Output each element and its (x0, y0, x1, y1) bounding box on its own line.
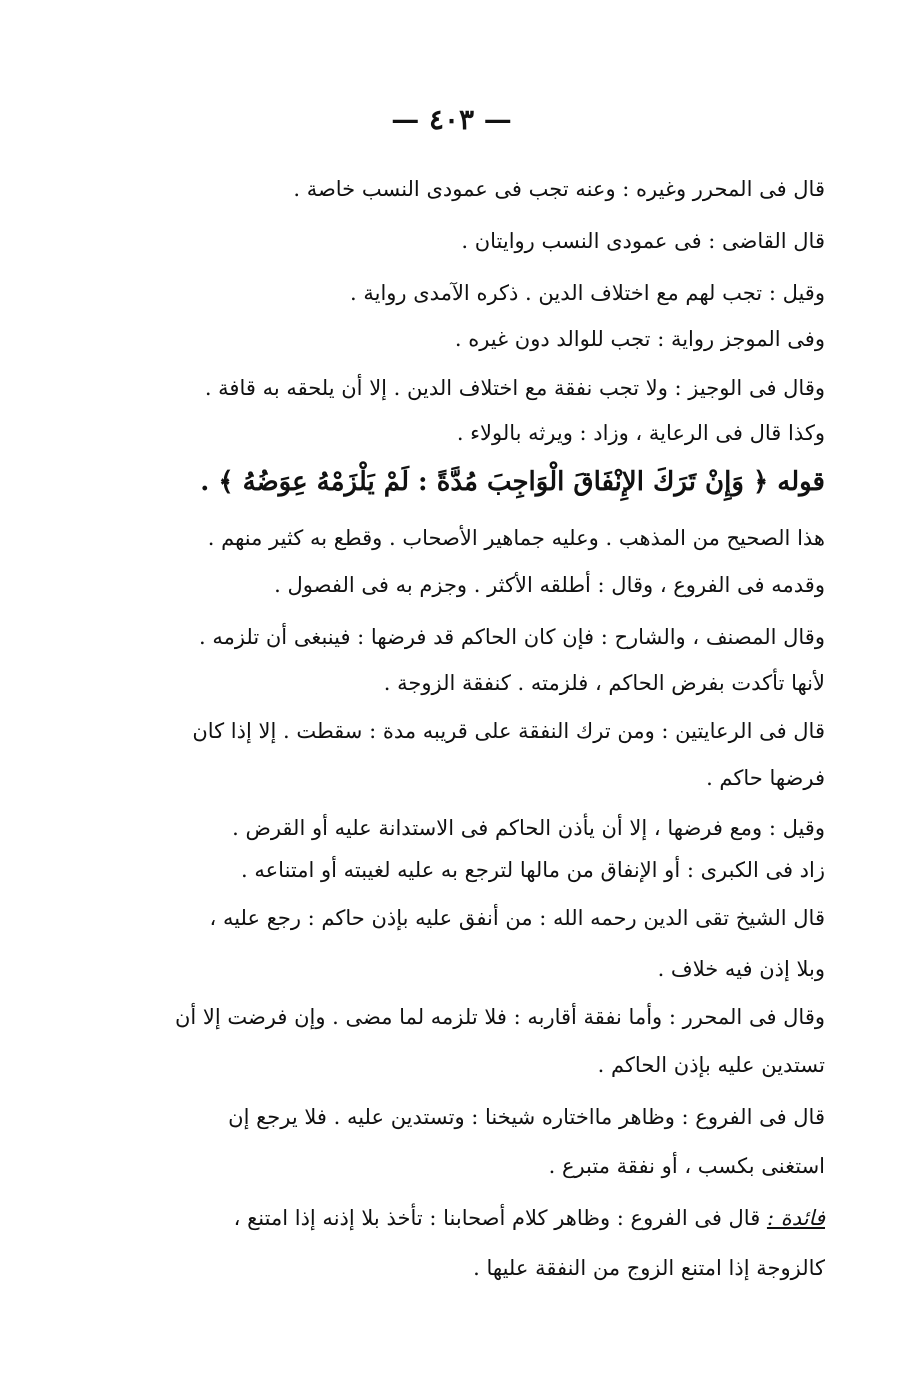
page-number: — ٤٠٣ — (391, 103, 512, 136)
text-line: وفى الموجز رواية : تجب للوالد دون غيره . (454, 327, 825, 351)
footnote-label: فائدة : (766, 1206, 825, 1230)
text-line: وقال فى الوجيز : ولا تجب نفقة مع اختلاف الدين . إلا أن يلحقه به قافة . (204, 376, 825, 400)
section-heading: قوله ﴿ وَإِنْ تَرَكَ الإِنْفَاقَ الْوَاجِبَ مُدَّةً : لَمْ يَلْزَمْهُ عِوَضُهُ ﴾ . (200, 467, 825, 497)
text-line: استغنى بكسب ، أو نفقة متبرع . (548, 1154, 825, 1178)
text-line: قال فى الرعايتين : ومن ترك النفقة على قريبه مدة : سقطت . إلا إذا كان (192, 719, 825, 743)
text-line: فرضها حاكم . (706, 766, 825, 790)
text-line: وبلا إذن فيه خلاف . (657, 957, 825, 981)
text-line: قال القاضى : فى عمودى النسب روايتان . (461, 229, 825, 253)
text-line: قال الشيخ تقى الدين رحمه الله : من أنفق عليه بإذن حاكم : رجع عليه ، (209, 906, 825, 930)
text-line: وكذا قال فى الرعاية ، وزاد : ويرثه بالولاء . (456, 421, 825, 445)
text-line: وقال المصنف ، والشارح : فإن كان الحاكم قد فرضها : فينبغى أن تلزمه . (198, 625, 825, 649)
text-line: وقيل : تجب لهم مع اختلاف الدين . ذكره الآمدى رواية . (350, 281, 825, 305)
footnote-text: قال فى الفروع : وظاهر كلام أصحابنا : تأخذ بلا إذنه إذا امتنع ، (233, 1206, 761, 1230)
footnote-line (234, 1205, 825, 1232)
text-line: كالزوجة إذا امتنع الزوج من النفقة عليها . (473, 1256, 825, 1280)
text-line: قال فى الفروع : وظاهر مااختاره شيخنا : وتستدين عليه . فلا يرجع إن (228, 1105, 825, 1129)
text-line: زاد فى الكبرى : أو الإنفاق من مالها لترجع به عليه لغيبته أو امتناعه . (241, 858, 825, 882)
text-line: وقدمه فى الفروع ، وقال : أطلقه الأكثر . وجزم به فى الفصول . (274, 573, 825, 597)
text-line: قال فى المحرر وغيره : وعنه تجب فى عمودى النسب خاصة . (293, 177, 825, 201)
text-line: تستدين عليه بإذن الحاكم . (597, 1053, 825, 1077)
text-line: وقيل : ومع فرضها ، إلا أن يأذن الحاكم فى الاستدانة عليه أو القرض . (232, 816, 825, 840)
text-line: وقال فى المحرر : وأما نفقة أقاربه : فلا تلزمه لما مضى . وإن فرضت إلا أن (174, 1005, 825, 1029)
text-line: هذا الصحيح من المذهب . وعليه جماهير الأصحاب . وقطع به كثير منهم . (207, 526, 825, 550)
text-line: لأنها تأكدت بفرض الحاكم ، فلزمته . كنفقة الزوجة . (383, 671, 825, 695)
